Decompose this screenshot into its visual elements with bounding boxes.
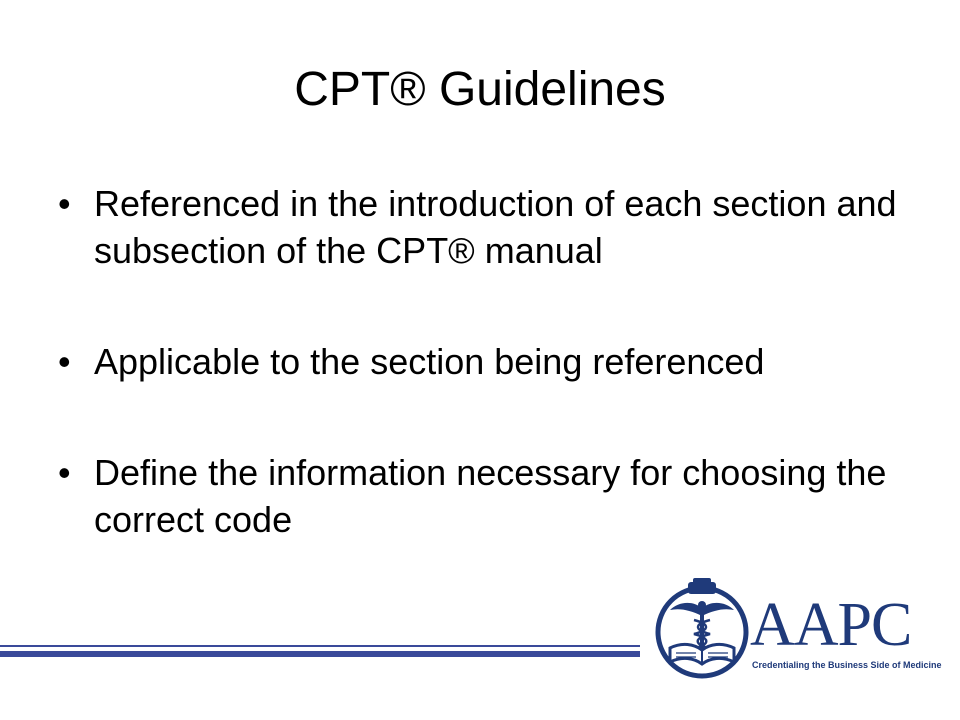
bullet-text: Referenced in the introduction of each section and subsection of the CPT® manual bbox=[94, 183, 897, 271]
bullet-text: Define the information necessary for choosing the correct code bbox=[94, 452, 887, 540]
footer-rule bbox=[0, 645, 640, 659]
footer-rule-thick bbox=[0, 651, 640, 657]
bullet-item bbox=[58, 449, 898, 543]
logo-wordmark: AAPC bbox=[750, 591, 912, 659]
bullet-marker: • bbox=[58, 341, 71, 382]
logo-tagline: Credentialing the Business Side of Medicine bbox=[752, 660, 942, 670]
bullet-text: Applicable to the section being referenced bbox=[94, 341, 765, 382]
bullet-list bbox=[58, 180, 898, 607]
bullet-item bbox=[58, 180, 898, 274]
bullet-marker: • bbox=[58, 452, 71, 493]
bullet-marker: • bbox=[58, 183, 71, 224]
slide-title: CPT® Guidelines bbox=[294, 63, 666, 116]
caduceus-book-icon bbox=[652, 578, 752, 682]
bullet-item bbox=[58, 338, 898, 385]
aapc-logo bbox=[652, 578, 942, 682]
footer-rule-thin bbox=[0, 645, 640, 647]
